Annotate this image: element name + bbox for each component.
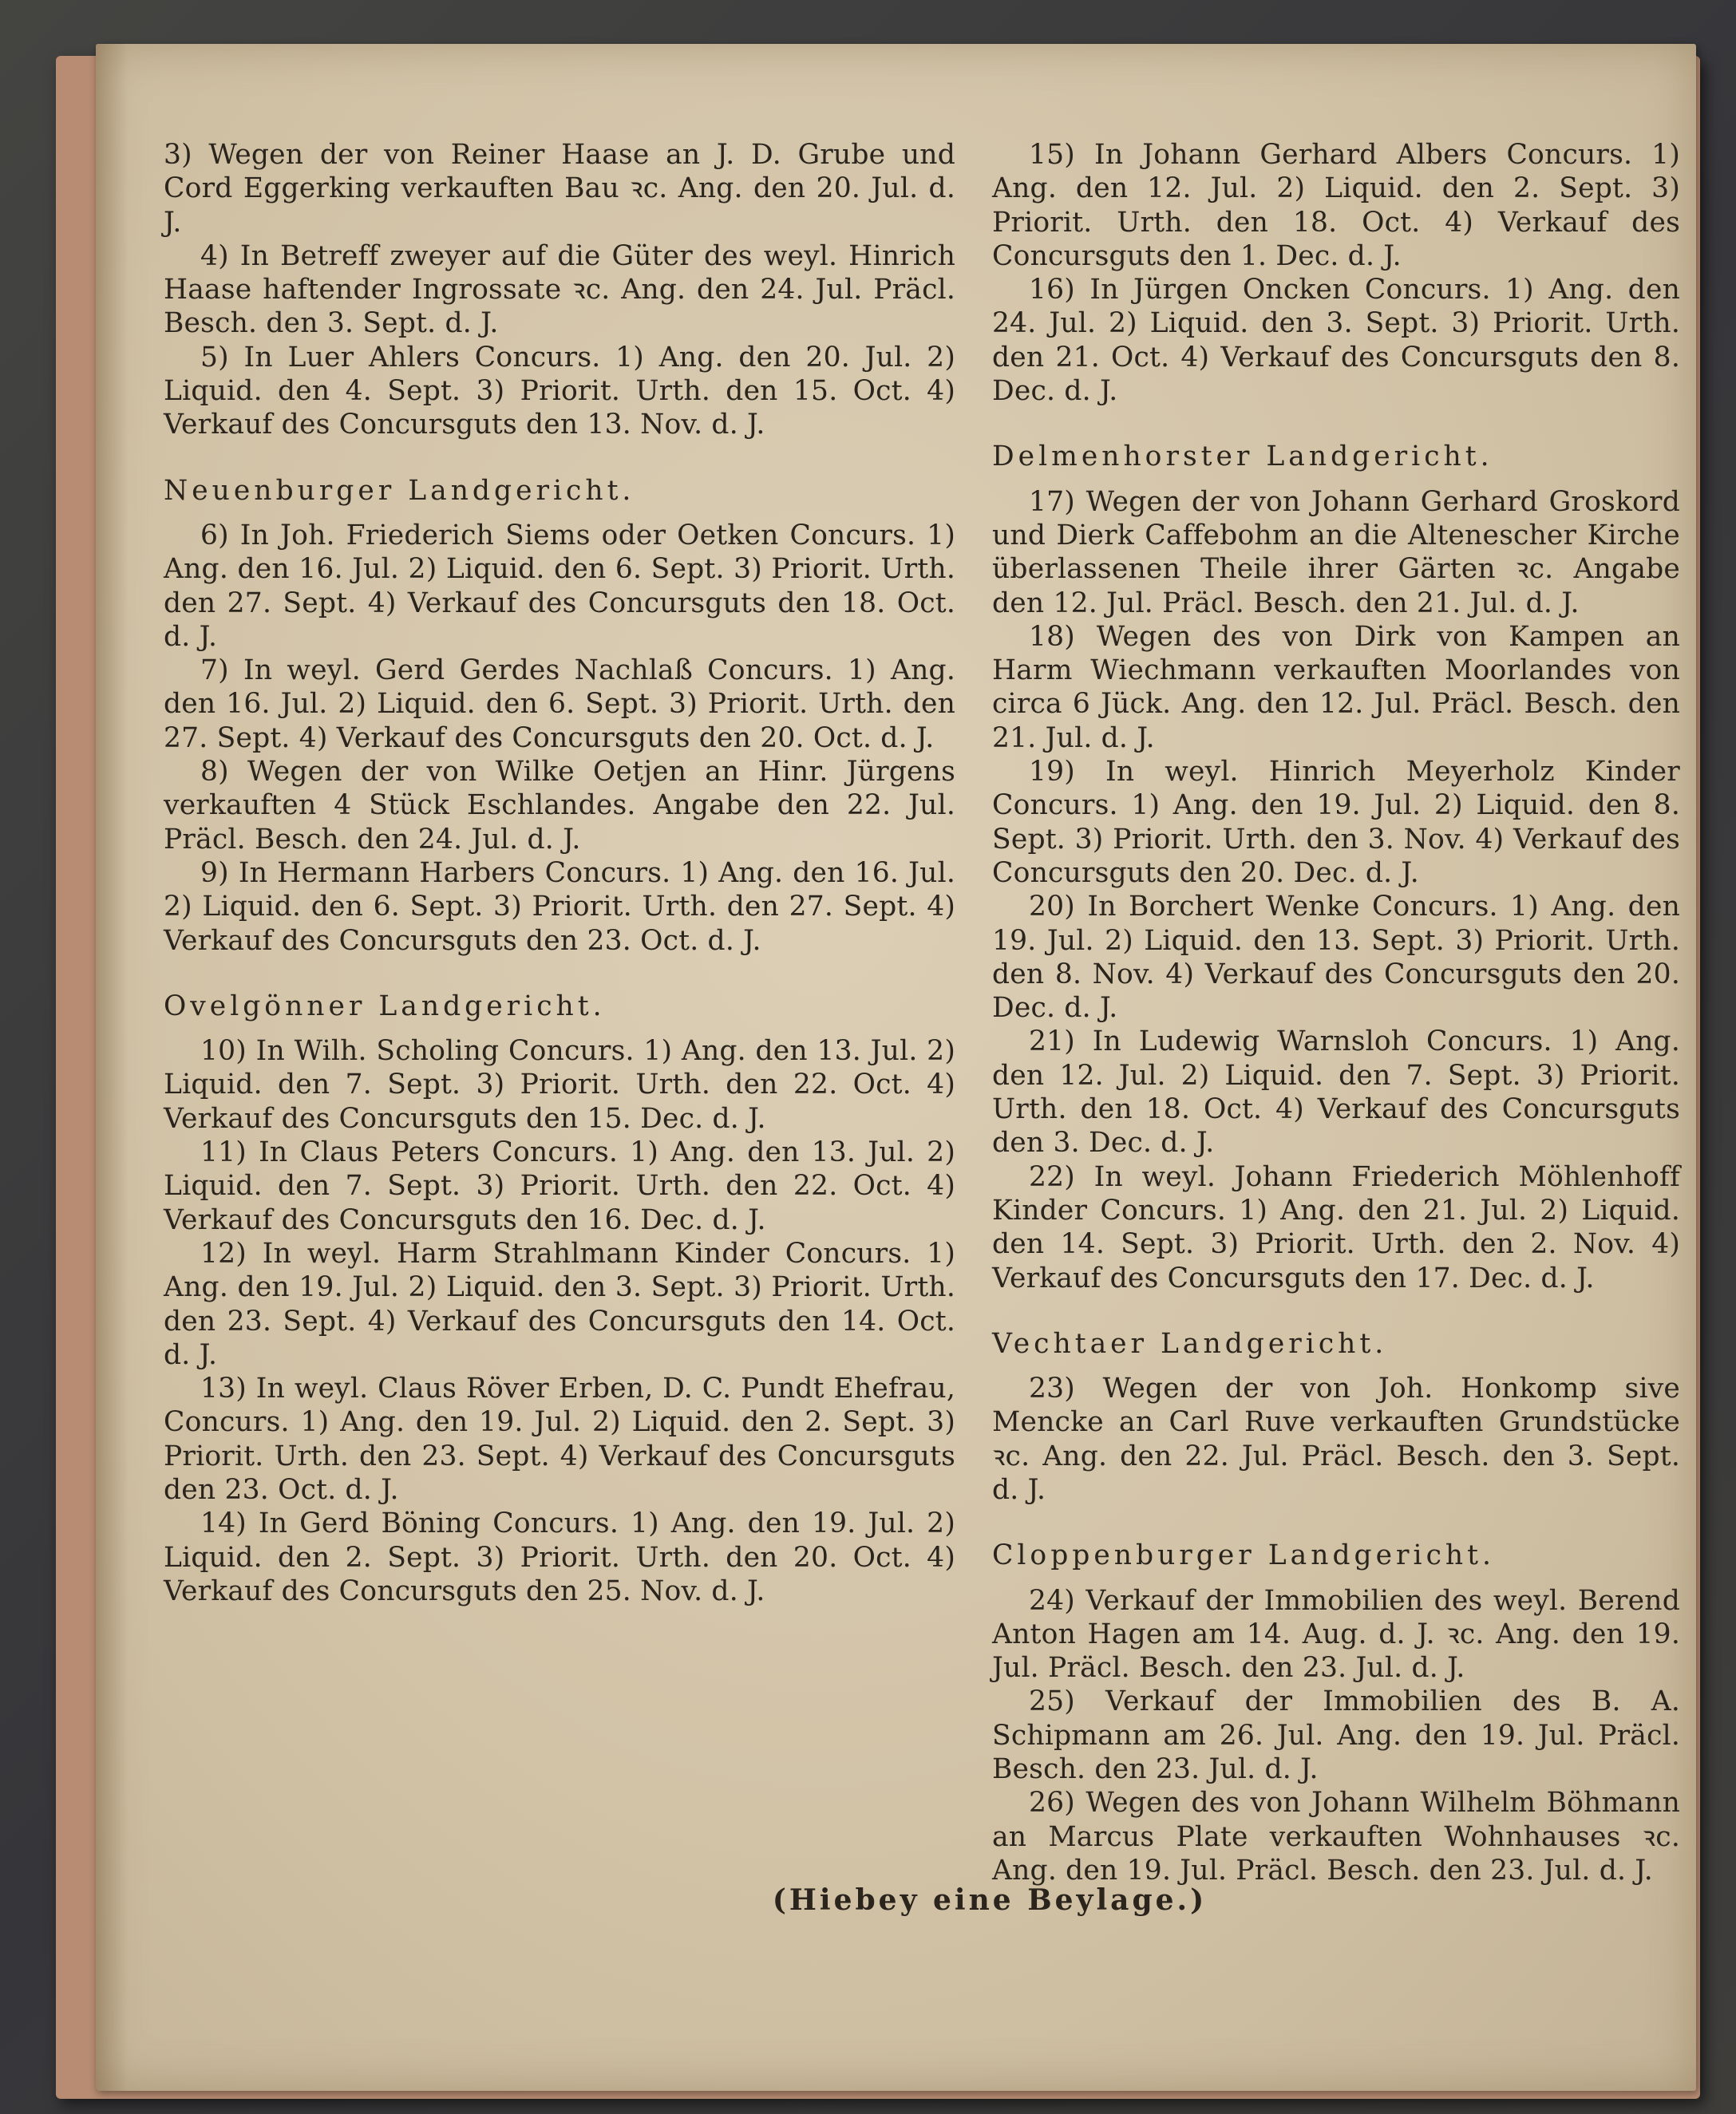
entry-22: 22) In weyl. Johann Friederich Möhlenhoff Kinder Concurs. 1) Ang. den 21. Jul. 2) Liquid. den 14. Sept. 3) Priorit. Urth. den 2. Nov. 4) Verkauf des Concursguts den 17. Dec. d. J. bbox=[992, 1160, 1680, 1294]
court-heading-cloppenburg: Cloppenburger Landgericht. bbox=[992, 1539, 1495, 1572]
entry-17: 17) Wegen der von Johann Gerhard Groskord und Dierk Caffebohm an die Altenescher Kirche überlassenen Theile ihrer Gärten ꝛc. Angabe den 12. Jul. Präcl. Besch. den 21. Jul. d. J. bbox=[992, 485, 1680, 619]
entry-12: 12) In weyl. Harm Strahlmann Kinder Concurs. 1) Ang. den 19. Jul. 2) Liquid. den 3. Sept. 3) Priorit. Urth. den 23. Sept. 4) Verkauf des Concursguts den 14. Oct. d. J. bbox=[164, 1237, 955, 1371]
court-heading-delmenhorst: Delmenhorster Landgericht. bbox=[992, 441, 1493, 473]
court-heading-neuenburg: Neuenburger Landgericht. bbox=[164, 474, 635, 507]
entry-25: 25) Verkauf der Immobilien des B. A. Schipmann am 26. Jul. Ang. den 19. Jul. Präcl. Besch. den 23. Jul. d. J. bbox=[992, 1685, 1680, 1786]
entry-23: 23) Wegen der von Joh. Honkomp sive Mencke an Carl Ruve verkauften Grundstücke ꝛc. Ang. den 22. Jul. Präcl. Besch. den 3. Sept. d. J. bbox=[992, 1373, 1680, 1506]
entry-11: 11) In Claus Peters Concurs. 1) Ang. den 13. Jul. 2) Liquid. den 7. Sept. 3) Priorit. Urth. den 22. Oct. 4) Verkauf des Concursguts den 16. Dec. d. J. bbox=[164, 1136, 955, 1236]
right-column bbox=[992, 138, 1680, 1887]
entry-24: 24) Verkauf der Immobilien des weyl. Berend Anton Hagen am 14. Aug. d. J. ꝛc. Ang. den 19. Jul. Präcl. Besch. den 23. Jul. d. J. bbox=[992, 1584, 1680, 1685]
entry-19: 19) In weyl. Hinrich Meyerholz Kinder Concurs. 1) Ang. den 19. Jul. 2) Liquid. den 8. Sept. 3) Priorit. Urth. den 3. Nov. 4) Verkauf des Concursguts den 20. Dec. d. J. bbox=[992, 756, 1680, 889]
entry-26: 26) Wegen des von Johann Wilhelm Böhmann an Marcus Plate verkauften Wohnhauses ꝛc. Ang. den 19. Jul. Präcl. Besch. den 23. Jul. d. J. bbox=[992, 1787, 1680, 1887]
entry-20: 20) In Borchert Wenke Concurs. 1) Ang. den 19. Jul. 2) Liquid. den 13. Sept. 3) Priorit. Urth. den 8. Nov. 4) Verkauf des Concursguts den 20. Dec. d. J. bbox=[992, 891, 1680, 1025]
entry-5: 5) In Luer Ahlers Concurs. 1) Ang. den 20. Jul. 2) Liquid. den 4. Sept. 3) Priorit. Urth. den 15. Oct. 4) Verkauf des Concursguts den 13. Nov. d. J. bbox=[164, 341, 955, 441]
document-page bbox=[96, 44, 1696, 2091]
supplement-note: (Hiebey eine Beylage.) bbox=[772, 1883, 1208, 1917]
court-heading-ovelgoenne: Ovelgönner Landgericht. bbox=[164, 990, 606, 1022]
entry-3: 3) Wegen der von Reiner Haase an J. D. Grube und Cord Eggerking verkauften Bau ꝛc. Ang. den 20. Jul. d. J. bbox=[164, 139, 955, 239]
entry-7: 7) In weyl. Gerd Gerdes Nachlaß Concurs. 1) Ang. den 16. Jul. 2) Liquid. den 6. Sept. 3) Priorit. Urth. den 27. Sept. 4) Verkauf des Concursguts den 20. Oct. d. J. bbox=[164, 654, 955, 754]
entry-15: 15) In Johann Gerhard Albers Concurs. 1) Ang. den 12. Jul. 2) Liquid. den 2. Sept. 3) Priorit. Urth. den 18. Oct. 4) Verkauf des Concursguts den 1. Dec. d. J. bbox=[992, 139, 1680, 272]
entry-21: 21) In Ludewig Warnsloh Concurs. 1) Ang. den 12. Jul. 2) Liquid. den 7. Sept. 3) Priorit. Urth. den 18. Oct. 4) Verkauf des Concursguts den 3. Dec. d. J. bbox=[992, 1025, 1680, 1160]
entry-4: 4) In Betreff zweyer auf die Güter des weyl. Hinrich Haase haftender Ingrossate ꝛc. Ang. den 24. Jul. Präcl. Besch. den 3. Sept. d. J. bbox=[164, 239, 955, 340]
entry-14: 14) In Gerd Böning Concurs. 1) Ang. den 19. Jul. 2) Liquid. den 2. Sept. 3) Priorit. Urth. den 20. Oct. 4) Verkauf des Concursguts den 25. Nov. d. J. bbox=[164, 1507, 955, 1607]
entry-6: 6) In Joh. Friederich Siems oder Oetken Concurs. 1) Ang. den 16. Jul. 2) Liquid. den 6. Sept. 3) Priorit. Urth. den 27. Sept. 4) Verkauf des Concursguts den 18. Oct. d. J. bbox=[164, 519, 955, 653]
left-column bbox=[164, 138, 955, 1608]
entry-8: 8) Wegen der von Wilke Oetjen an Hinr. Jürgens verkauften 4 Stück Eschlandes. Angabe den 22. Jul. Präcl. Besch. den 24. Jul. d. J. bbox=[164, 756, 955, 855]
entry-13: 13) In weyl. Claus Röver Erben, D. C. Pundt Ehefrau, Concurs. 1) Ang. den 19. Jul. 2) Liquid. den 2. Sept. 3) Priorit. Urth. den 23. Sept. 4) Verkauf des Concursguts den 23. Oct. d. J. bbox=[164, 1373, 955, 1506]
entry-18: 18) Wegen des von Dirk von Kampen an Harm Wiechmann verkauften Moorlandes von circa 6 Jück. Ang. den 12. Jul. Präcl. Besch. den 21. Jul. d. J. bbox=[992, 620, 1680, 754]
entry-9: 9) In Hermann Harbers Concurs. 1) Ang. den 16. Jul. 2) Liquid. den 6. Sept. 3) Priorit. Urth. den 27. Sept. 4) Verkauf des Concursguts den 23. Oct. d. J. bbox=[164, 856, 955, 957]
court-heading-vechta: Vechtaer Landgericht. bbox=[992, 1327, 1388, 1360]
entry-10: 10) In Wilh. Scholing Concurs. 1) Ang. den 13. Jul. 2) Liquid. den 7. Sept. 3) Priorit. Urth. den 22. Oct. 4) Verkauf des Concursguts den 15. Dec. d. J. bbox=[164, 1035, 955, 1135]
entry-16: 16) In Jürgen Oncken Concurs. 1) Ang. den 24. Jul. 2) Liquid. den 3. Sept. 3) Priorit. Urth. den 21. Oct. 4) Verkauf des Concursguts den 8. Dec. d. J. bbox=[992, 274, 1680, 408]
